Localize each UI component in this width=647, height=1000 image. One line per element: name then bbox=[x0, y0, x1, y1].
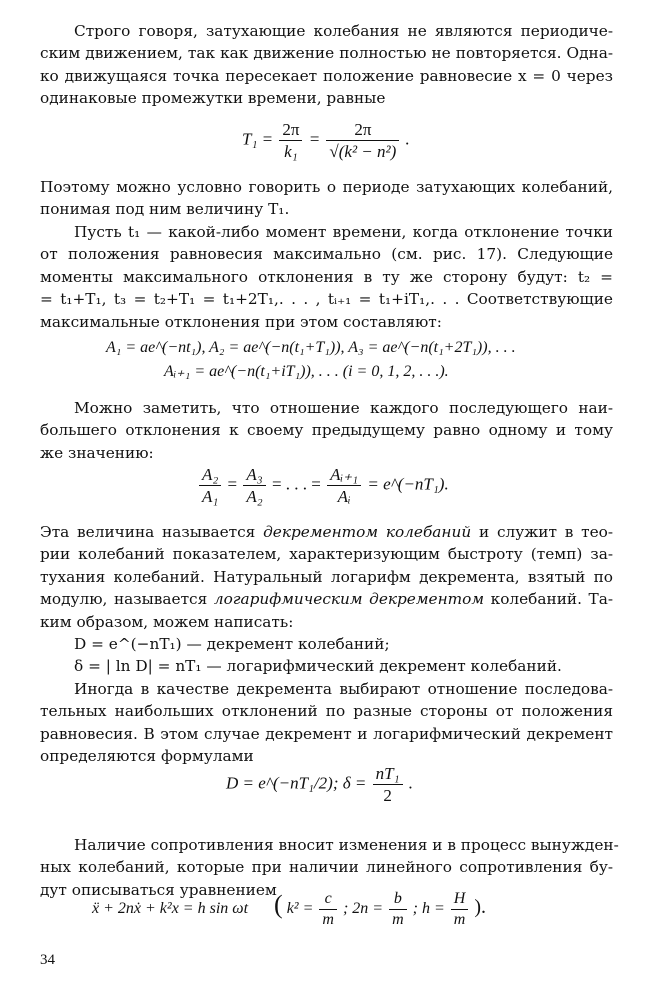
text-line: понимая под ним величину T₁. bbox=[40, 200, 290, 219]
fraction: $\frac{\text{Aᵢ₊₁}}{\text{Aᵢ}}$ bbox=[327, 464, 361, 508]
fraction: $\frac{c}{m}$ bbox=[319, 889, 337, 930]
text-line: Пусть t₁ — какой-либо момент времени, когда отклонение точки bbox=[74, 223, 613, 241]
text-line: D = e^(−nT₁) — декремент колебаний; bbox=[74, 635, 390, 654]
fraction: $\frac{b}{m}$ bbox=[389, 889, 407, 930]
text-line: Наличие сопротивления вносит изменения и в процесс вынужден- bbox=[74, 836, 619, 854]
fraction: $\frac{\text{A₂}}{\text{A₁}}$ bbox=[199, 464, 221, 508]
text-line: ским движением, так как движение полностью не повторяется. Одна- bbox=[40, 44, 613, 63]
fraction: $\frac{\text{A₃}}{\text{A₂}}$ bbox=[243, 464, 265, 508]
text-line: тухания колебаний. Натуральный логарифм декремента, взятый по bbox=[40, 567, 613, 586]
formula-decrement: D = e^(−nT₁/2); δ = $\frac{\text{nT₁}}{2}$ . bbox=[226, 764, 414, 806]
fraction: $\frac{H}{m}$ bbox=[451, 889, 469, 930]
text-line: равновесия. В этом случае декремент и логарифмический декремент bbox=[40, 724, 613, 743]
paragraph-1 bbox=[40, 20, 613, 110]
text-line: ных колебаний, которые при наличии линейного сопротивления бу- bbox=[40, 858, 613, 877]
formula-forced: ẍ + 2nẋ + k²x = h sin ωt ( k² = $\frac{c}{m}$ ; 2n = $\frac{b}{m}$ ; h = $\frac{H}{m}$ ). bbox=[92, 890, 486, 928]
formula-amplitudes-line-2: Aᵢ₊₁ = ae^(−n(t₁+iT₁)), . . . (i = 0, 1, 2, . . .). bbox=[164, 363, 449, 380]
text-line: определяются формулами bbox=[40, 747, 254, 766]
text-line: δ = | ln D| = nT₁ — логарифмический декремент колебаний. bbox=[74, 657, 562, 676]
text-line: рии колебаний показателем, характеризующим быстроту (темп) за- bbox=[40, 545, 613, 564]
text-line: ко движущаяся точка пересекает положение равновесие x = 0 через bbox=[40, 66, 613, 85]
text-line: дут описываться уравнением bbox=[40, 880, 277, 899]
fraction: $\frac{\text{nT₁}}{2}$ bbox=[373, 763, 403, 807]
text-line: Эта величина называется декрементом колебаний и служит в тео- bbox=[40, 523, 614, 541]
formula-amplitudes-line-1: A₁ = ae^(−nt₁), A₂ = ae^(−n(t₁+T₁)), A₃ = ae^(−n(t₁+2T₁)), . . . bbox=[106, 339, 516, 356]
fraction: $\frac{2\pi}{\text{√(k² − n²)}}$ bbox=[326, 119, 399, 163]
text-line: Иногда в качестве декремента выбирают отношение последова- bbox=[74, 680, 613, 698]
term-decrement: декрементом колебаний bbox=[263, 523, 472, 541]
paragraph-5 bbox=[40, 521, 613, 678]
text-line: = t₁+T₁, t₃ = t₂+T₁ = t₁+2T₁,. . . , tᵢ₊₁ = t₁+iT₁,. . . Соответствующие bbox=[40, 290, 613, 309]
term-log-decrement: логарифмическим декрементом bbox=[213, 590, 485, 609]
formula-ratio: $\frac{\text{A₂}}{\text{A₁}}$ = $\frac{\text{A₃}}{\text{A₂}}$ = . . . = $\frac{\text{Aᵢ₊₁}}{\text{Aᵢ}}$ = e^(−nT₁). bbox=[197, 464, 449, 508]
paragraph-4 bbox=[40, 397, 613, 464]
text-line: ким образом, можем написать: bbox=[40, 612, 294, 631]
paragraph-2 bbox=[40, 176, 613, 221]
paragraph-6 bbox=[40, 678, 613, 768]
text-line: Поэтому можно условно говорить о периоде затухающих колебаний, bbox=[40, 178, 613, 196]
fraction: $\frac{2\pi}{\text{k₁}}$ bbox=[279, 119, 302, 163]
paragraph-3 bbox=[40, 221, 613, 333]
text-line: максимальные отклонения при этом составляют: bbox=[40, 312, 442, 331]
text-line: тельных наибольших отклонений по разные стороны от положения bbox=[40, 702, 613, 721]
formula-period: T₁ = $\frac{2\pi}{\text{k₁}}$ = $\frac{2\pi}{\text{√(k² − n²)}}$ . bbox=[242, 120, 410, 162]
text-line: большего отклонения к своему предыдущему равно одному и тому bbox=[40, 421, 613, 440]
text-line: Строго говоря, затухающие колебания не являются периодиче- bbox=[74, 22, 613, 40]
text-line: же значению: bbox=[40, 443, 154, 462]
text-line: модулю, называется логарифмическим декрементом колебаний. Та- bbox=[40, 590, 613, 609]
text-line: Можно заметить, что отношение каждого последующего наи- bbox=[74, 399, 613, 417]
page-number: 34 bbox=[40, 952, 55, 968]
text-line: моменты максимального отклонения в ту же сторону будут: t₂ = bbox=[40, 267, 613, 286]
text-line: одинаковые промежутки времени, равные bbox=[40, 89, 386, 108]
text-line: от положения равновесия максимально (см. рис. 17). Следующие bbox=[40, 245, 613, 264]
